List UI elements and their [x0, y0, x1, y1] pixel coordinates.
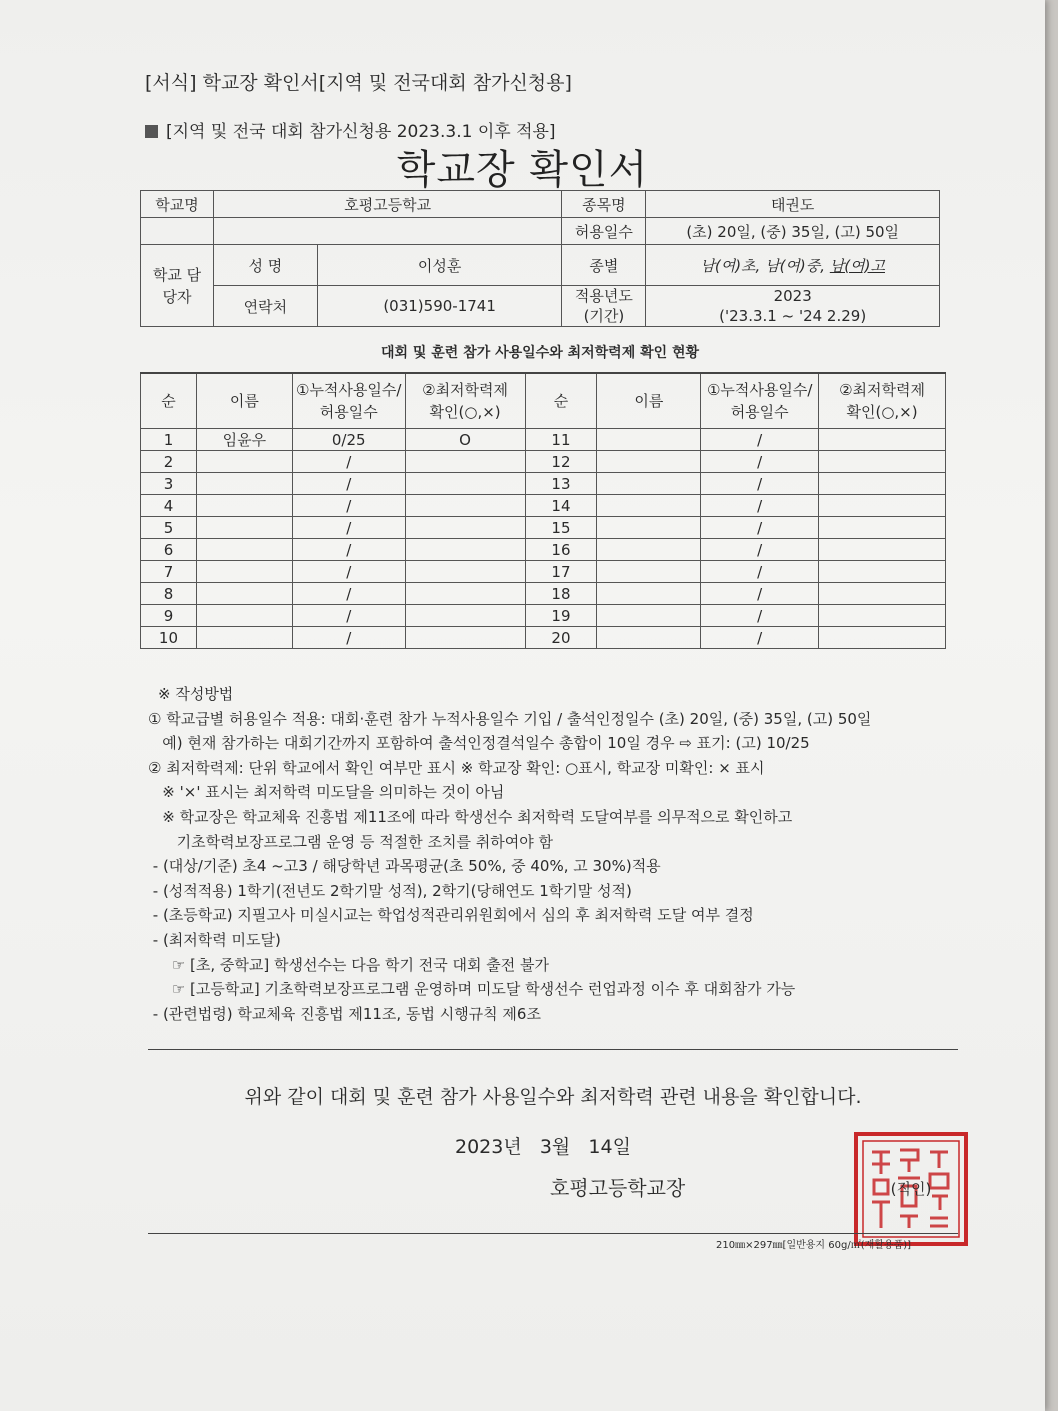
col-no: 순 — [141, 373, 197, 429]
row-days: / — [701, 429, 819, 451]
table-row — [141, 473, 946, 495]
row-days: / — [292, 605, 405, 627]
days-value: (초) 20일, (중) 35일, (고) 50일 — [646, 218, 940, 245]
instructions-list — [148, 707, 978, 1027]
row-name — [196, 517, 292, 539]
row-days: / — [701, 583, 819, 605]
row-days: / — [292, 495, 405, 517]
confirmation-text: 위와 같이 대회 및 훈련 참가 사용일수와 최저학력 관련 내용을 확인합니다. — [244, 1086, 862, 1108]
col-acad-line: ②최저학력제 — [839, 381, 925, 399]
row-days: / — [292, 539, 405, 561]
table-row — [141, 429, 946, 451]
row-days: / — [701, 495, 819, 517]
category-value — [646, 245, 940, 286]
row-number: 12 — [525, 451, 597, 473]
col-name: 이름 — [597, 373, 701, 429]
col-days-line: 허용일수 — [730, 403, 789, 421]
instruction-line: ☞ [고등학교] 기초학력보장프로그램 운영하며 미도달 학생선수 런업과정 이수 후 대회참가 가능 — [148, 980, 796, 999]
contact-value: (031)590-1741 — [317, 286, 562, 327]
row-name — [597, 583, 701, 605]
row-academic: O — [405, 429, 525, 451]
category-text: 남(여)초, 남(여)중, — [700, 256, 830, 275]
row-name — [196, 495, 292, 517]
square-bullet-icon — [145, 125, 158, 138]
row-academic — [405, 561, 525, 583]
row-number: 17 — [525, 561, 597, 583]
info-table — [140, 190, 940, 327]
row-name — [196, 627, 292, 649]
row-number: 10 — [141, 627, 197, 649]
row-days: / — [292, 473, 405, 495]
row-academic — [819, 605, 946, 627]
row-academic — [819, 473, 946, 495]
issue-date: 2023년 3월 14일 — [455, 1136, 631, 1158]
row-number: 18 — [525, 583, 597, 605]
row-name — [597, 517, 701, 539]
col-days — [292, 373, 405, 429]
table-row — [141, 495, 946, 517]
instruction-line: 기초학력보장프로그램 운영 등 적절한 조치를 취하여야 함 — [148, 832, 553, 851]
row-days: / — [701, 605, 819, 627]
row-days: / — [701, 627, 819, 649]
paper-spec: 210㎜×297㎜[일반용지 60g/㎡(재활용품)] — [716, 1240, 912, 1251]
row-number: 2 — [141, 451, 197, 473]
row-name — [196, 473, 292, 495]
divider — [148, 1233, 958, 1234]
manager-label: 학교 담당자 — [141, 245, 214, 327]
row-days: / — [701, 517, 819, 539]
year-label-line: 적용년도 — [574, 287, 633, 305]
row-days: / — [292, 627, 405, 649]
row-academic — [819, 495, 946, 517]
row-name — [597, 451, 701, 473]
row-name — [196, 605, 292, 627]
row-number: 7 — [141, 561, 197, 583]
table-row — [141, 517, 946, 539]
row-number: 9 — [141, 605, 197, 627]
row-academic — [819, 627, 946, 649]
row-academic — [405, 495, 525, 517]
row-days: / — [701, 539, 819, 561]
contact-label: 연락처 — [213, 286, 317, 327]
row-number: 5 — [141, 517, 197, 539]
col-acad — [819, 373, 946, 429]
row-days: 0/25 — [292, 429, 405, 451]
col-no: 순 — [525, 373, 597, 429]
col-days-line: 허용일수 — [319, 403, 378, 421]
col-name: 이름 — [196, 373, 292, 429]
row-academic — [819, 539, 946, 561]
row-number: 11 — [525, 429, 597, 451]
instruction-line: - (최저학력 미도달) — [148, 930, 281, 949]
school-value: 호평고등학교 — [213, 191, 562, 218]
days-label: 허용일수 — [562, 218, 646, 245]
spacer-cell — [141, 218, 214, 245]
school-label: 학교명 — [141, 191, 214, 218]
event-value: 태권도 — [646, 191, 940, 218]
name-value: 이성훈 — [317, 245, 562, 286]
row-name — [597, 473, 701, 495]
category-label: 종별 — [562, 245, 646, 286]
row-name — [597, 495, 701, 517]
col-days-line: ①누적사용일수/ — [296, 381, 402, 399]
instruction-line: ① 학교급별 허용일수 적용: 대회·훈련 참가 누적사용일수 기입 / 출석인정일수 (초) 20일, (중) 35일, (고) 50일 — [148, 709, 872, 728]
year-value-line: ('23.3.1 ~ '24 2.29) — [719, 307, 867, 325]
year-label-line: (기간) — [583, 307, 625, 325]
row-days: / — [701, 561, 819, 583]
row-academic — [405, 451, 525, 473]
row-name — [196, 561, 292, 583]
col-days-line: ①누적사용일수/ — [706, 381, 813, 399]
participation-table — [140, 372, 946, 649]
year-label — [562, 286, 646, 327]
instructions — [148, 682, 978, 1026]
instruction-line: ☞ [초, 중학교] 학생선수는 다음 학기 전국 대회 출전 불가 — [148, 955, 549, 974]
instruction-line: - (초등학교) 지필고사 미실시교는 학업성적관리위원회에서 심의 후 최저학력 도달 여부 결정 — [148, 906, 754, 925]
name-label: 성 명 — [213, 245, 317, 286]
table-caption: 대회 및 훈련 참가 사용일수와 최저학력제 확인 현황 — [380, 345, 700, 361]
school-head: 호평고등학교장 — [550, 1176, 686, 1200]
table-row — [141, 539, 946, 561]
row-academic — [819, 561, 946, 583]
instruction-line: - (성적적용) 1학기(전년도 2학기말 성적), 2학기(당해연도 1학기말 성적) — [148, 881, 632, 900]
seal-label: (직인) — [890, 1180, 932, 1198]
row-academic — [405, 605, 525, 627]
row-academic — [405, 627, 525, 649]
divider — [148, 1049, 958, 1050]
row-number: 20 — [525, 627, 597, 649]
col-acad-line: ②최저학력제 — [422, 381, 509, 399]
table-row — [141, 605, 946, 627]
col-days — [701, 373, 819, 429]
category-selected: 남(여)고 — [829, 256, 885, 275]
row-academic — [405, 539, 525, 561]
row-number: 3 — [141, 473, 197, 495]
col-acad — [405, 373, 525, 429]
instruction-line: - (관련법령) 학교체육 진흥법 제11조, 동법 시행규칙 제6조 — [148, 1004, 541, 1023]
row-number: 19 — [525, 605, 597, 627]
row-name — [196, 451, 292, 473]
table-row — [141, 561, 946, 583]
row-academic — [405, 517, 525, 539]
row-number: 15 — [525, 517, 597, 539]
row-academic — [405, 473, 525, 495]
row-name — [597, 429, 701, 451]
row-number: 1 — [141, 429, 197, 451]
row-number: 13 — [525, 473, 597, 495]
table-row — [141, 627, 946, 649]
col-acad-line: 확인(○,×) — [429, 403, 501, 421]
row-name — [196, 539, 292, 561]
row-days: / — [292, 451, 405, 473]
row-days: / — [701, 473, 819, 495]
row-days: / — [292, 583, 405, 605]
row-number: 4 — [141, 495, 197, 517]
official-seal-icon — [852, 1130, 970, 1248]
row-name: 임윤우 — [196, 429, 292, 451]
row-name — [597, 605, 701, 627]
row-academic — [819, 451, 946, 473]
table-row — [141, 583, 946, 605]
row-academic — [405, 583, 525, 605]
instructions-heading: ※ 작성방법 — [158, 685, 234, 703]
instruction-line: - (대상/기준) 초4 ~고3 / 해당학년 과목평균(초 50%, 중 40%, 고 30%)적용 — [148, 857, 661, 876]
event-label: 종목명 — [562, 191, 646, 218]
instruction-line: ※ '×' 표시는 최저학력 미도달을 의미하는 것이 아님 — [148, 783, 505, 802]
year-value — [646, 286, 940, 327]
form-label: [서식] 학교장 확인서[지역 및 전국대회 참가신청용] — [145, 72, 572, 94]
row-number: 6 — [141, 539, 197, 561]
row-name — [597, 627, 701, 649]
row-academic — [819, 583, 946, 605]
row-academic — [819, 429, 946, 451]
instruction-line: ② 최저학력제: 단위 학교에서 확인 여부만 표시 ※ 학교장 확인: ○표시, 학교장 미확인: × 표시 — [148, 758, 765, 777]
col-acad-line: 확인(○,×) — [846, 403, 918, 421]
year-value-line: 2023 — [773, 287, 812, 305]
row-days: / — [292, 561, 405, 583]
instruction-line: ※ 학교장은 학교체육 진흥법 제11조에 따라 학생선수 최저학력 도달여부를 의무적으로 확인하고 — [148, 807, 793, 826]
page-title: 학교장 확인서 — [396, 147, 649, 193]
table-row — [141, 451, 946, 473]
row-days: / — [701, 451, 819, 473]
subtitle-text: [지역 및 전국 대회 참가신청용 2023.3.1 이후 적용] — [166, 122, 556, 142]
spacer-cell — [213, 218, 562, 245]
instruction-line: 예) 현재 참가하는 대회기간까지 포함하여 출석인정결석일수 총합이 10일 경우 ⇨ 표기: (고) 10/25 — [148, 734, 810, 753]
row-number: 8 — [141, 583, 197, 605]
row-days: / — [292, 517, 405, 539]
row-name — [597, 539, 701, 561]
row-number: 14 — [525, 495, 597, 517]
row-number: 16 — [525, 539, 597, 561]
row-name — [597, 561, 701, 583]
row-academic — [819, 517, 946, 539]
row-name — [196, 583, 292, 605]
